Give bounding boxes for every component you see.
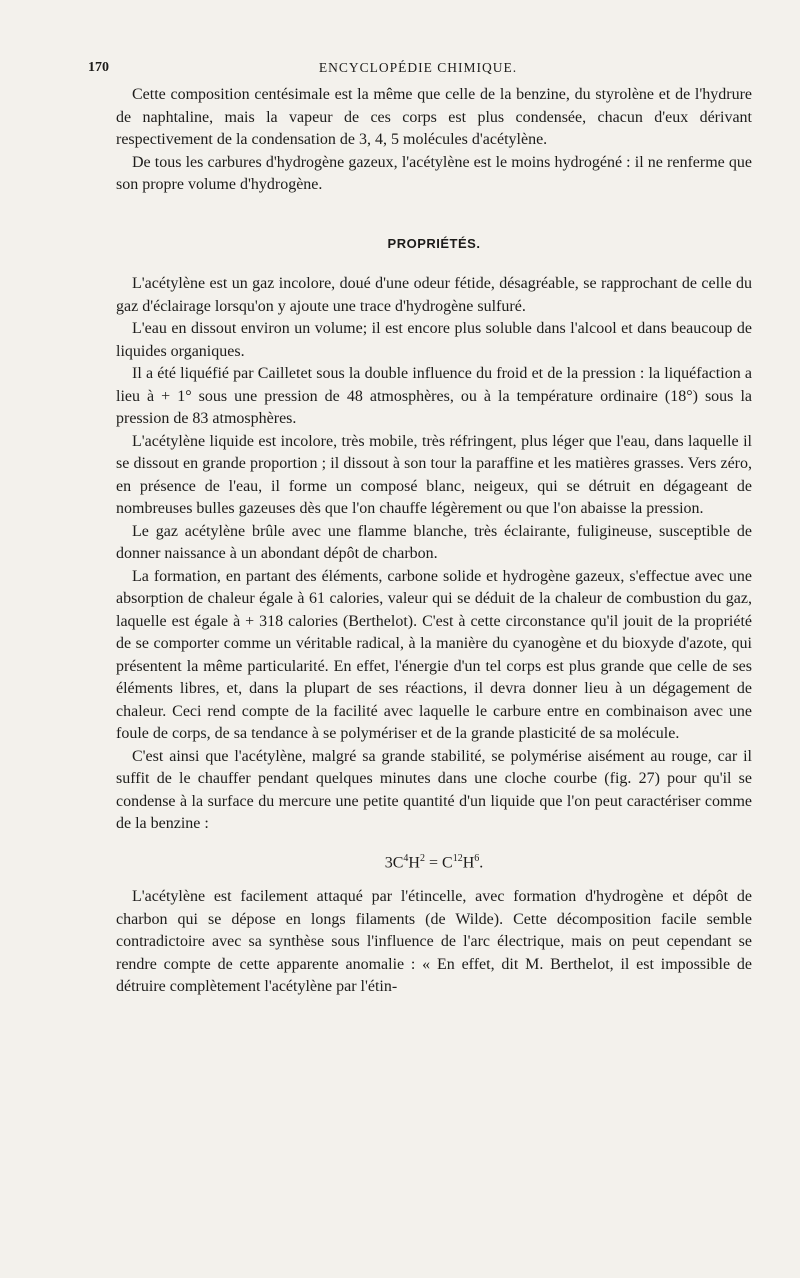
paragraph: L'acétylène est un gaz incolore, doué d'une odeur fétide, désagréable, se rapprochant de celle du gaz d'éclairage lorsqu'on y ajoute une trace d'hydrogène sulfuré.: [116, 275, 752, 315]
paragraph: L'acétylène est facilement attaqué par l'étincelle, avec formation d'hydrogène et dépôt de charbon qui se dépose en longs filaments (de Wilde). Cette décomposition facile semble contradictoire avec sa synthèse sous l'influence de l'arc électrique, mais on peut cependant se rendre compte de cette apparente anomalie : « En effet, dit M. Berthelot, il est impossible de détruire complètement l'acétylène par l'étin-: [116, 888, 752, 996]
paragraph: De tous les carbures d'hydrogène gazeux, l'acétylène est le moins hydrogéné : il ne renferme que son propre volume d'hydrogène.: [116, 153, 752, 193]
page-number: 170: [88, 60, 109, 75]
formula-lhs-c-exp: 4: [403, 852, 409, 864]
paragraph: L'eau en dissout environ un volume; il est encore plus soluble dans l'alcool et dans beaucoup de liquides organiques.: [116, 320, 752, 360]
formula-equals: =: [424, 853, 443, 871]
paragraph: Le gaz acétylène brûle avec une flamme blanche, très éclairante, fuligineuse, susceptible de donner naissance à un abondant dépôt de charbon.: [116, 522, 752, 562]
formula-end: .: [479, 853, 484, 871]
formula-lhs-h-exp: 2: [419, 852, 425, 864]
section-title: PROPRIÉTÉS.: [387, 235, 481, 251]
paragraph: La formation, en partant des éléments, carbone solide et hydrogène gazeux, s'effectue avec une absorption de chaleur égale à 61 calories, valeur qui se déduit de la chaleur de combustion du gaz, laquelle est égale à + 318 calories (Berthelot). C'est à cette circonstance qu'il jouit de la propriété de se comporter comme un véritable radical, à la manière du cyanogène et du bioxyde d'azote, qui présentent la même particularité. En effet, l'énergie d'un tel corps est plus grande que celle de ses éléments libres, et, dans la plupart de ses réactions, il devra donner lieu à un dégagement de chaleur. Ceci rend compte de la facilité avec laquelle le carbure entre en combinaison avec une foule de corps, de sa tendance à se polymériser et de la grande plasticité de sa molécule.: [116, 567, 752, 742]
formula-rhs-h: H: [462, 853, 475, 871]
paragraph: L'acétylène liquide est incolore, très mobile, très réfringent, plus léger que l'eau, dans laquelle il se dissout en grande proportion ; il dissout à son tour la paraffine et les matières grasses. Vers zéro, en présence de l'eau, il forme un composé blanc, neigeux, qui se détruit en dégageant de nombreuses bulles gazeuses dès que l'on chauffe légèrement ou que l'on abaisse la pression.: [116, 432, 752, 517]
page-body: [116, 84, 752, 999]
paragraph: Cette composition centésimale est la même que celle de la benzine, du styrolène et de l'hydrure de naphtaline, mais la vapeur de ces corps est plus condensée, chacun d'eux dérivant respectivement de la condensation de 3, 4, 5 molécules d'acétylène.: [116, 86, 752, 148]
formula-rhs-c: C: [442, 853, 453, 871]
paragraph: Il a été liquéfié par Cailletet sous la double influence du froid et de la pression : la liquéfaction a lieu à + 1° sous une pression de 48 atmosphères, ou à la température ordinaire (18°) sous la pression de 83 atmosphères.: [116, 365, 752, 427]
paragraph: C'est ainsi que l'acétylène, malgré sa grande stabilité, se polymérise aisément au rouge, car il suffit de le chauffer pendant quelques minutes dans une cloche courbe (fig. 27) pour qu'il se condense à la surface du mercure une petite quantité d'un liquide que l'on peut caractériser comme de la benzine :: [116, 747, 752, 832]
formula-rhs-c-exp: 12: [452, 852, 463, 864]
page-header: [88, 60, 748, 84]
formula-rhs-h-exp: 6: [474, 852, 480, 864]
formula-lhs-h: H: [408, 853, 420, 871]
chemical-equation: [116, 848, 752, 875]
running-title: ENCYCLOPÉDIE CHIMIQUE.: [318, 60, 518, 75]
formula-lhs-coef: 3C: [384, 853, 404, 871]
